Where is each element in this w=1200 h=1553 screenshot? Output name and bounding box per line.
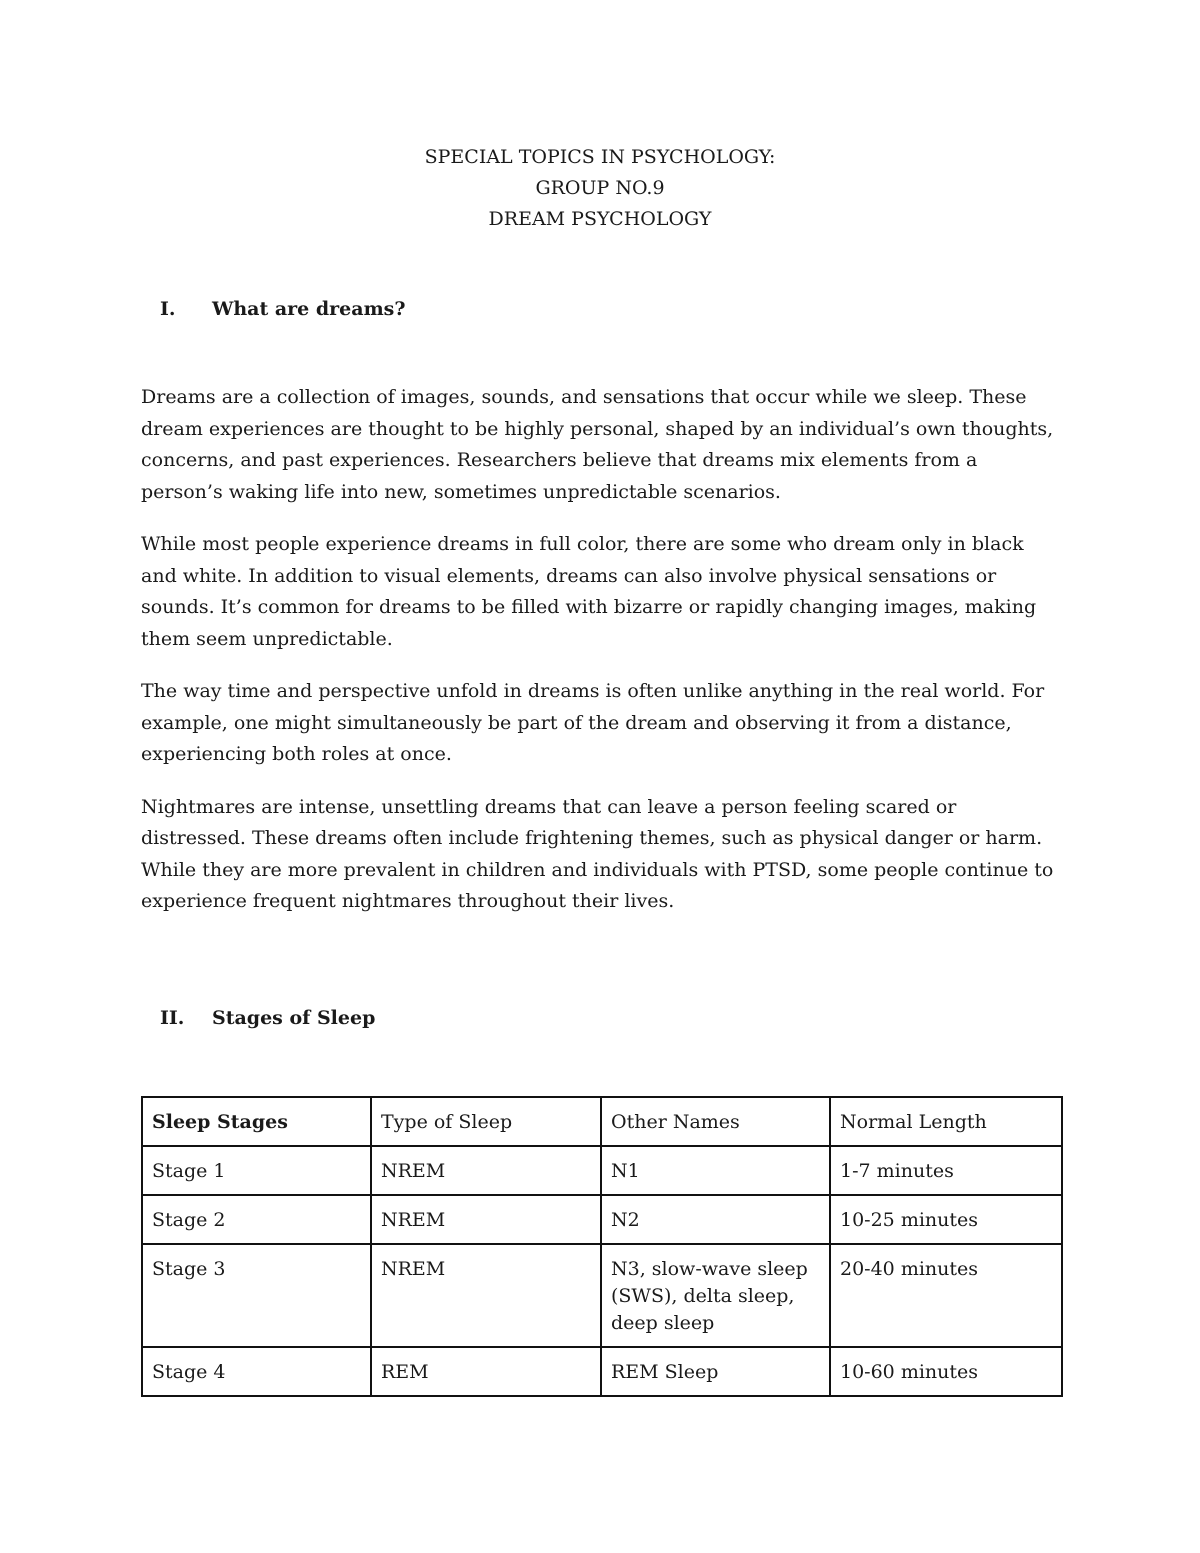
table-cell: Stage 1 bbox=[142, 1146, 371, 1195]
section-body-dreams bbox=[141, 382, 1061, 939]
table-cell: NREM bbox=[371, 1244, 601, 1347]
table-cell: N2 bbox=[601, 1195, 830, 1244]
paragraph: Nightmares are intense, unsettling dreams that can leave a person feeling scared or distressed. These dreams often include frightening themes, such as physical danger or harm. While they are more prevalent in children and individuals with PTSD, some people continue to experience frequent nightmares throughout their lives. bbox=[141, 795, 1054, 912]
section-number: II. bbox=[160, 1007, 185, 1029]
table-cell: NREM bbox=[371, 1146, 601, 1195]
table-row bbox=[142, 1195, 1062, 1244]
section-title: What are dreams? bbox=[212, 298, 406, 320]
table-row bbox=[142, 1347, 1062, 1396]
section-number: I. bbox=[160, 298, 176, 320]
section-title: Stages of Sleep bbox=[212, 1007, 376, 1029]
table-cell: REM bbox=[371, 1347, 601, 1396]
table-header-row bbox=[142, 1097, 1062, 1146]
table-header-cell: Sleep Stages bbox=[142, 1097, 371, 1146]
table-cell: NREM bbox=[371, 1195, 601, 1244]
section-heading-what-are-dreams bbox=[160, 298, 406, 320]
table-cell: N3, slow-wave sleep (SWS), delta sleep, deep sleep bbox=[601, 1244, 830, 1347]
table-cell: 10-60 minutes bbox=[830, 1347, 1062, 1396]
paragraph: Dreams are a collection of images, sounds, and sensations that occur while we sleep. These dream experiences are thought to be highly personal, shaped by an individual’s own thoughts, concerns, and past experiences. Researchers believe that dreams mix elements from a person’s waking life into new, sometimes unpredictable scenarios. bbox=[141, 386, 1054, 503]
section-heading-stages-of-sleep bbox=[160, 1007, 375, 1029]
table-row bbox=[142, 1244, 1062, 1347]
table-cell: REM Sleep bbox=[601, 1347, 830, 1396]
table-cell: 20-40 minutes bbox=[830, 1244, 1062, 1347]
table-cell: Stage 3 bbox=[142, 1244, 371, 1347]
paragraph: While most people experience dreams in full color, there are some who dream only in black and white. In addition to visual elements, dreams can also involve physical sensations or sounds. It’s common for dreams to be filled with bizarre or rapidly changing images, making them seem unpredictable. bbox=[141, 533, 1037, 650]
table-cell: N1 bbox=[601, 1146, 830, 1195]
table-cell: 10-25 minutes bbox=[830, 1195, 1062, 1244]
sleep-stages-table bbox=[141, 1096, 1063, 1397]
document-title bbox=[0, 142, 1200, 235]
table-cell: Stage 2 bbox=[142, 1195, 371, 1244]
title-line-2: GROUP NO.9 bbox=[535, 177, 665, 199]
title-line-1: SPECIAL TOPICS IN PSYCHOLOGY: bbox=[424, 146, 776, 168]
paragraph: The way time and perspective unfold in dreams is often unlike anything in the real world. For example, one might simultaneously be part of the dream and observing it from a distance, experiencing both roles at once. bbox=[141, 680, 1045, 765]
table-header-cell: Other Names bbox=[601, 1097, 830, 1146]
table-row bbox=[142, 1146, 1062, 1195]
title-line-3: DREAM PSYCHOLOGY bbox=[488, 208, 712, 230]
table-header-cell: Type of Sleep bbox=[371, 1097, 601, 1146]
table-cell: Stage 4 bbox=[142, 1347, 371, 1396]
table-cell: 1-7 minutes bbox=[830, 1146, 1062, 1195]
table-header-cell: Normal Length bbox=[830, 1097, 1062, 1146]
